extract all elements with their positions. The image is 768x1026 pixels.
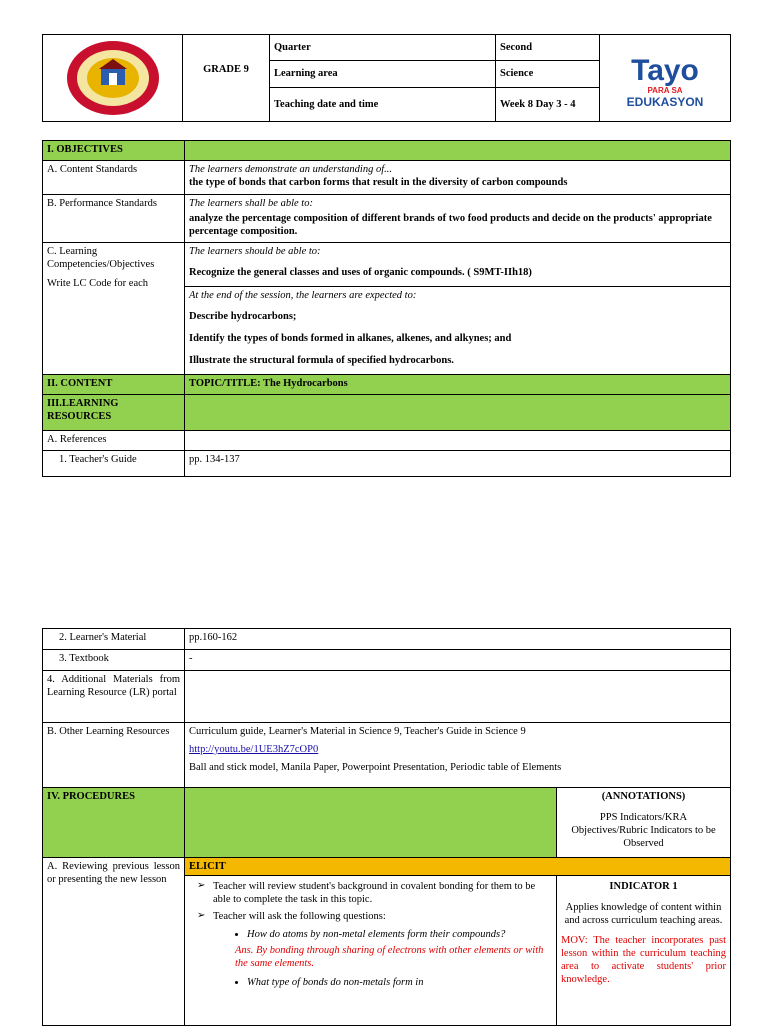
procedures-table <box>42 628 731 1026</box>
references-label: A. References <box>43 431 185 451</box>
teachers-guide-label: 1. Teacher's Guide <box>43 451 185 477</box>
resources-heading-blank <box>185 395 731 431</box>
quarter-label: Quarter <box>270 35 496 61</box>
mov-text: MOV: The teacher incorporates past lesson within the curriculum teaching area to activate students' prior knowledge. <box>561 934 726 985</box>
teaching-date-value: Week 8 Day 3 - 4 <box>496 88 600 122</box>
performance-standards-label: B. Performance Standards <box>43 195 185 243</box>
indicator-title: INDICATOR 1 <box>609 881 678 893</box>
header-table <box>42 34 731 122</box>
learners-material-label: 2. Learner's Material <box>43 629 185 650</box>
performance-standards-intro: The learners shall be able to: <box>189 198 313 209</box>
textbook-label: 3. Textbook <box>43 650 185 671</box>
indicator-cell <box>557 876 731 1026</box>
learners-material-value: pp.160-162 <box>185 629 731 650</box>
school-seal-cell <box>43 35 183 122</box>
objectives-heading-blank <box>185 141 731 161</box>
tayo-logo-cell <box>600 35 731 122</box>
list-item: • What type of bonds do non-metals form in <box>247 976 552 989</box>
performance-standards-text: analyze the percentage composition of different brands of two food products and decide on the products' appropriate percentage composition. <box>189 213 712 238</box>
procedures-heading: IV. PROCEDURES <box>43 788 185 858</box>
other-resources-label: B. Other Learning Resources <box>43 723 185 788</box>
procedures-heading-blank <box>185 788 557 858</box>
quarter-value: Second <box>496 35 600 61</box>
content-heading: II. CONTENT <box>43 375 185 395</box>
indicator-text: Applies knowledge of content within and across curriculum teaching areas. <box>564 902 723 927</box>
content-standards-intro: The learners demonstrate an understanding of... <box>189 164 392 175</box>
competencies-text: Recognize the general classes and uses of organic compounds. ( S9MT-IIh18) <box>189 267 532 279</box>
grade-label: GRADE 9 <box>183 35 270 122</box>
list-item: • How do atoms by non-metal elements form their compounds? <box>247 928 552 941</box>
other-resources-line: Curriculum guide, Learner's Material in Science 9, Teacher's Guide in Science 9 <box>189 726 526 737</box>
tayo-logo-parasa: PARA SA <box>647 85 683 95</box>
objectives-heading: I. OBJECTIVES <box>43 141 185 161</box>
reviewing-lesson-label: A. Reviewing previous lesson or presenting the new lesson <box>43 858 185 1026</box>
elicit-cell <box>185 876 557 1026</box>
topic-title: TOPIC/TITLE: The Hydrocarbons <box>185 375 731 395</box>
lc-code-label: Write LC Code for each <box>47 278 149 290</box>
additional-materials-value <box>185 671 731 723</box>
competencies-cell <box>185 243 731 287</box>
objectives-table <box>42 140 731 477</box>
list-item: ➢ Teacher will ask the following questions: <box>197 910 552 923</box>
additional-materials-label: 4. Additional Materials from Learning Resource (LR) portal <box>43 671 185 723</box>
performance-standards-cell <box>185 195 731 243</box>
list-item: ➢ Teacher will review student's background in covalent bonding for them to be able to complete the task in this topic. <box>197 880 552 906</box>
session-objectives-intro: At the end of the session, the learners are expected to: <box>189 290 417 301</box>
competencies-intro: The learners should be able to: <box>189 246 321 257</box>
annotations-subtitle: PPS Indicators/KRA Objectives/Rubric Indicators to be Observed <box>571 812 716 850</box>
session-objectives-cell <box>185 287 731 375</box>
objective-item: Identify the types of bonds formed in alkanes, alkenes, and alkynes; and <box>189 333 512 345</box>
textbook-value: - <box>185 650 731 671</box>
content-standards-text: the type of bonds that carbon forms that result in the diversity of carbon compounds <box>189 177 568 189</box>
other-resources-cell <box>185 723 731 788</box>
teaching-date-label: Teaching date and time <box>270 88 496 122</box>
teachers-guide-value: pp. 134-137 <box>185 451 731 477</box>
content-standards-label: A. Content Standards <box>43 161 185 195</box>
content-standards-cell <box>185 161 731 195</box>
competencies-label-cell <box>43 243 185 375</box>
elicit-label: ELICIT <box>185 858 731 876</box>
youtube-link[interactable]: http://youtu.be/1UE3hZ7cOP0 <box>189 744 319 756</box>
annotations-cell <box>557 788 731 858</box>
objective-item: Describe hydrocarbons; <box>189 311 297 323</box>
tayo-edukasyon-logo <box>600 53 730 109</box>
references-blank <box>185 431 731 451</box>
school-seal-icon <box>65 39 161 117</box>
tayo-logo-word: Tayo <box>631 53 699 87</box>
competencies-label: C. Learning Competencies/Objectives <box>47 246 155 271</box>
other-resources-materials: Ball and stick model, Manila Paper, Powerpoint Presentation, Periodic table of Elements <box>189 762 562 774</box>
learning-area-label: Learning area <box>270 61 496 88</box>
annotations-title: (ANNOTATIONS) <box>601 791 686 802</box>
tayo-logo-edukasyon: EDUKASYON <box>626 94 704 109</box>
objective-item: Illustrate the structural formula of specified hydrocarbons. <box>189 355 454 367</box>
resources-heading: III.LEARNING RESOURCES <box>43 395 185 431</box>
learning-area-value: Science <box>496 61 600 88</box>
answer-text: Ans. By bonding through sharing of electrons with other elements or with the same elements. <box>235 944 544 969</box>
